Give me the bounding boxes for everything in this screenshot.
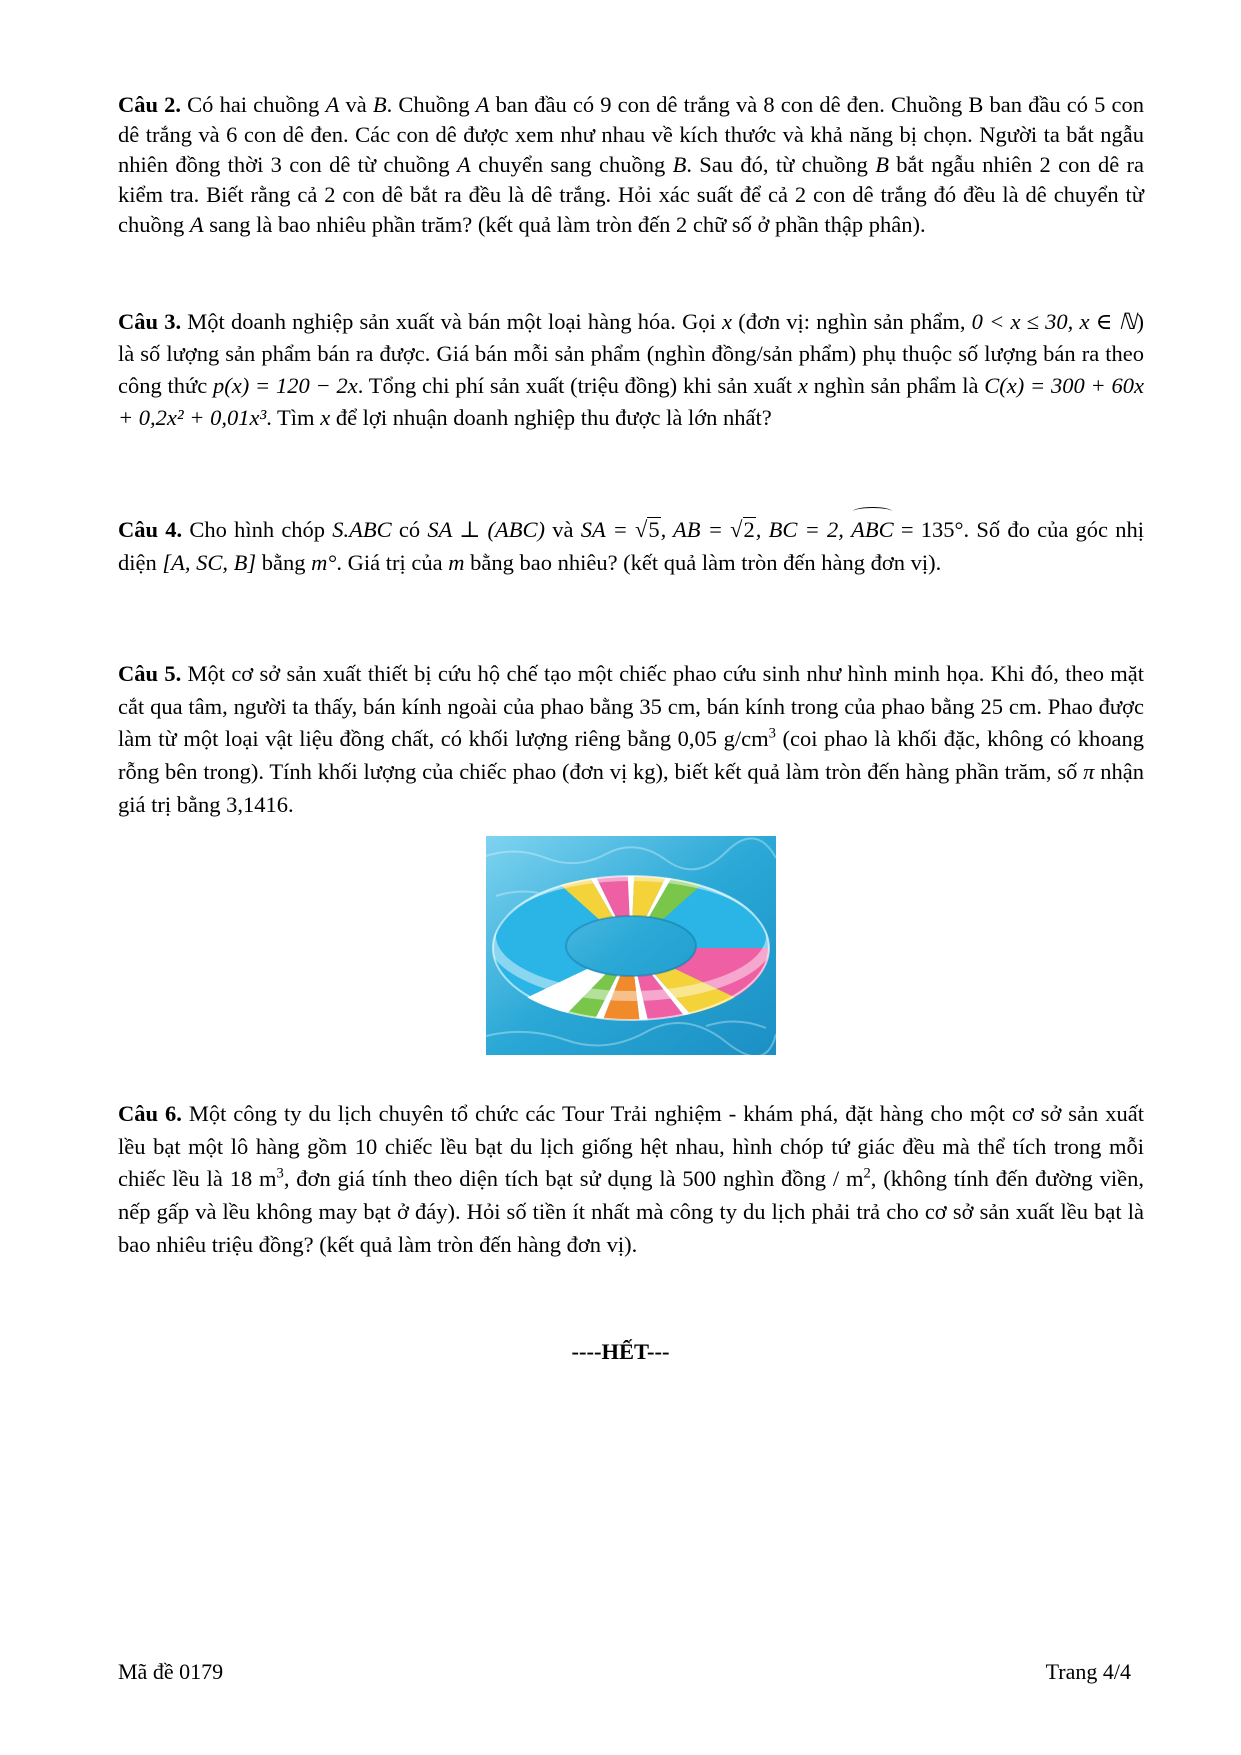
- question-2: [118, 90, 1144, 240]
- math-var: m: [448, 549, 465, 575]
- question-label: Câu 2.: [118, 92, 182, 117]
- math-var: A: [325, 92, 340, 117]
- exam-code: Mã đề 0179: [118, 1659, 224, 1684]
- density-exponent: 3: [768, 725, 776, 742]
- text: Có hai chuồng: [187, 92, 326, 117]
- text: sang là bao nhiêu phần trăm? (kết quả làm tròn đến 2 chữ số ở phần thập phân).: [203, 211, 926, 237]
- text: . Sau đó, từ chuồng: [686, 151, 876, 177]
- text: ban đầu có 9 con dê trắng và 8 con dê đen. Chuồng B ban đầu có 5 con dê trắng và 6 con dê đen. Các con dê được xem như nhau về kích thước và khả năng bị chọn. Người ta bắt ngẫu nhiên đồng thời 3 con dê từ chuồng: [118, 92, 1144, 177]
- text: Một cơ sở sản xuất thiết bị cứu hộ chế tạo một chiếc phao cứu sinh như hình minh họa. Khi đó, theo mặt cắt qua tâm, người ta thấy, bán kính ngoài của phao bằng: [118, 661, 1144, 719]
- swim-ring-illustration: [486, 836, 776, 1055]
- text: . Tìm: [266, 404, 321, 430]
- text: chuyển sang chuồng: [470, 151, 673, 177]
- text: có: [391, 517, 428, 542]
- swim-ring-svg: [486, 836, 776, 1055]
- question-3: [118, 306, 1144, 434]
- question-label: Câu 3.: [118, 309, 182, 334]
- text: , đơn giá tính theo diện tích bạt sử dụng là 500 nghìn đồng / m: [283, 1166, 864, 1192]
- text: Cho hình chóp: [182, 517, 333, 542]
- price-formula: p(x) = 120 − 2x: [213, 372, 358, 398]
- text: . Tổng chi phí sản xuất (triệu đồng) khi sản xuất: [357, 372, 798, 398]
- text: và: [339, 92, 373, 117]
- text: nghìn sản phẩm là: [807, 372, 985, 398]
- math-var: x: [320, 404, 331, 430]
- math-var: B: [672, 151, 687, 177]
- pi-symbol: π: [1083, 758, 1095, 784]
- sqrt-5: 5: [648, 517, 660, 542]
- math-sa: SA =: [580, 517, 635, 542]
- text: , (không tính đến đường viền, nếp gấp và lều không may bạt ở đáy). Hỏi số tiền ít nhất mà công ty du lịch phải trả cho cơ sở sản xuất lều bạt là bao nhiêu triệu đồng? (kết quả làm tròn đến hàng đơn vị).: [118, 1166, 1144, 1257]
- math-var: B: [875, 151, 889, 177]
- math-dihedral: [A, SC, B]: [162, 549, 257, 575]
- text: Một công ty du lịch chuyên tổ chức các Tour Trải nghiệm - khám phá, đặt hàng cho một cơ sở sản xuất lều bạt một lô hàng gồm 10 chiếc lều bạt du lịch giống hệt nhau, hình chóp tứ giác đều mà thể tích trong mỗi chiếc lều là: [118, 1101, 1145, 1192]
- tent-volume: 18 m: [229, 1166, 277, 1192]
- inner-radius: 25 cm: [980, 693, 1037, 719]
- math-perpendicular: SA ⊥ (ABC): [427, 517, 546, 542]
- question-label: Câu 4.: [118, 517, 183, 542]
- question-6: [118, 1098, 1144, 1261]
- math-bc: , BC = 2,: [755, 517, 852, 542]
- text: (đơn vị: nghìn sản phẩm,: [732, 309, 972, 334]
- question-label: Câu 6.: [118, 1101, 182, 1126]
- text: nhận giá trị bằng 3,1416.: [118, 758, 1144, 817]
- text: ) là số lượng sản phẩm bán ra được. Giá bán mỗi sản phẩm (nghìn đồng/sản phẩm) phụ thuộc số lượng bán ra theo công thức: [118, 309, 1145, 398]
- text: . Giá trị của: [336, 549, 449, 575]
- text: bằng bao nhiêu? (kết quả làm tròn đến hàng đơn vị).: [464, 549, 942, 575]
- math-ab: , AB =: [660, 517, 731, 542]
- text: và: [545, 517, 581, 542]
- math-var: m°: [311, 549, 337, 575]
- angle-abc: ABC: [851, 514, 894, 547]
- math-pyramid: S.ABC: [332, 517, 392, 542]
- density: 0,05 g/cm: [677, 726, 769, 752]
- page-number: Trang 4/4: [1045, 1659, 1131, 1684]
- question-label: Câu 5.: [118, 661, 182, 686]
- question-4: Câu 4. Cho hình chóp S.ABC có SA ⊥ (ABC) và SA = √5, AB = √2, BC = 2, ABC = 135°. Số đo của góc nhị diện [A, SC, B] bằng m°. Giá trị của m bằng bao nhiêu? (kết quả làm tròn đến hàng đơn vị).: [118, 514, 1144, 579]
- text: , bán kính trong của phao bằng: [695, 693, 981, 719]
- text: Một doanh nghiệp sản xuất và bán một loại hàng hóa. Gọi: [181, 309, 723, 334]
- text: . Phao được làm từ một loại vật liệu đồng chất, có khối lượng riêng bằng: [118, 693, 1144, 752]
- math-var: A: [457, 151, 471, 177]
- question-5: [118, 658, 1144, 821]
- area-exponent: 2: [863, 1165, 871, 1182]
- volume-exponent: 3: [276, 1165, 284, 1182]
- end-mark: ----HẾT---: [571, 1339, 670, 1364]
- text: . Số đo của góc nhị diện: [118, 517, 1145, 575]
- math-var: B: [372, 92, 387, 117]
- math-var: A: [475, 92, 490, 117]
- cost-formula: C(x) = 300 + 60x + 0,2x² + 0,01x³: [118, 372, 1144, 430]
- text: (coi phao là khối đặc, không có khoang rỗng bên trong). Tính khối lượng của chiếc phao (đơn vị kg), biết kết quả làm tròn đến hàng phần trăm, số: [118, 726, 1144, 784]
- text: . Chuồng: [386, 92, 476, 117]
- math-var: x: [797, 372, 808, 398]
- outer-radius: 35 cm: [639, 693, 696, 719]
- angle-value: = 135°: [893, 517, 964, 542]
- text: bắt ngẫu nhiên 2 con dê ra kiểm tra. Biết rằng cả 2 con dê bắt ra đều là dê trắng. Hỏi xác suất để cả 2 con dê trắng đó đều là dê chuyển từ chuồng: [118, 151, 1145, 237]
- math-var: A: [189, 211, 204, 237]
- text: để lợi nhuận doanh nghiệp thu được là lớn nhất?: [330, 404, 772, 430]
- sqrt-2: 2: [743, 517, 755, 542]
- text: bằng: [256, 549, 312, 575]
- math-var: x: [722, 309, 733, 334]
- math-condition: 0 < x ≤ 30, x ∈ ℕ: [971, 309, 1137, 334]
